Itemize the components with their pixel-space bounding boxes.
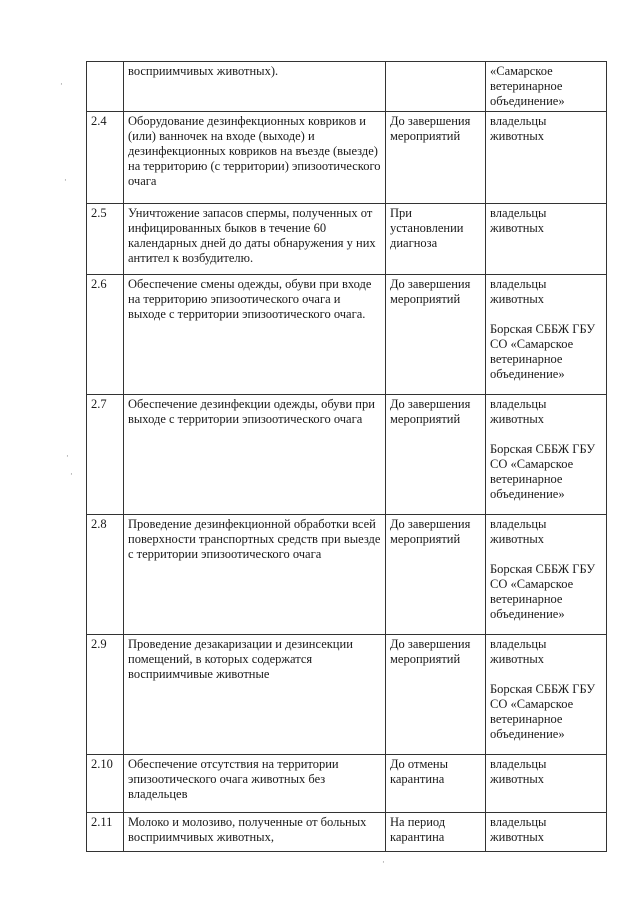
table-row bbox=[87, 112, 607, 204]
table-row bbox=[87, 204, 607, 275]
row-number: 2.9 bbox=[87, 635, 124, 755]
responsible-party: владельцы животных bbox=[490, 637, 547, 666]
scan-speck: · bbox=[382, 858, 385, 868]
responsible-party: Борская СББЖ ГБУ СО «Самарское ветеринарное объединение» bbox=[490, 442, 596, 501]
measures-table bbox=[86, 61, 607, 852]
row-term: До завершения мероприятий bbox=[386, 515, 486, 635]
row-number: 2.4 bbox=[87, 112, 124, 204]
row-term: До отмены карантина bbox=[386, 755, 486, 813]
row-action: Молоко и молозиво, полученные от больных восприимчивых животных, bbox=[124, 813, 386, 852]
scan-speck: · bbox=[70, 470, 73, 480]
scan-speck: · bbox=[60, 80, 63, 90]
responsible-party: Борская СББЖ ГБУ СО «Самарское ветеринарное объединение» bbox=[490, 682, 596, 741]
row-action: Уничтожение запасов спермы, полученных от инфицированных быков в течение 60 календарных дней до даты обнаружения у них антител к возбудителю. bbox=[124, 204, 386, 275]
row-responsible bbox=[486, 813, 607, 852]
responsible-party: владельцы животных bbox=[490, 114, 547, 143]
row-responsible bbox=[486, 635, 607, 755]
row-term bbox=[386, 62, 486, 112]
table-row bbox=[87, 755, 607, 813]
row-action: Обеспечение дезинфекции одежды, обуви при выходе с территории эпизоотического очага bbox=[124, 395, 386, 515]
responsible-party: «Самарское ветеринарное объединение» bbox=[490, 64, 565, 108]
row-action: Обеспечение отсутствия на территории эпизоотического очага животных без владельцев bbox=[124, 755, 386, 813]
row-action: Обеспечение смены одежды, обуви при входе на территорию эпизоотического очага и выходе с территории эпизоотического очага. bbox=[124, 275, 386, 395]
row-action: Проведение дезакаризации и дезинсекции помещений, в которых содержатся восприимчивые животные bbox=[124, 635, 386, 755]
row-term: До завершения мероприятий bbox=[386, 112, 486, 204]
row-responsible bbox=[486, 62, 607, 112]
row-number: 2.6 bbox=[87, 275, 124, 395]
table-row bbox=[87, 635, 607, 755]
row-responsible bbox=[486, 204, 607, 275]
responsible-party: владельцы животных bbox=[490, 517, 547, 546]
responsible-party: Борская СББЖ ГБУ СО «Самарское ветеринарное объединение» bbox=[490, 562, 596, 621]
row-responsible bbox=[486, 112, 607, 204]
row-number: 2.5 bbox=[87, 204, 124, 275]
row-term: До завершения мероприятий bbox=[386, 635, 486, 755]
row-number bbox=[87, 62, 124, 112]
row-term: При установлении диагноза bbox=[386, 204, 486, 275]
table-row bbox=[87, 62, 607, 112]
row-action: восприимчивых животных). bbox=[124, 62, 386, 112]
row-number: 2.8 bbox=[87, 515, 124, 635]
row-action: Оборудование дезинфекционных ковриков и (или) ванночек на входе (выходе) и дезинфекционных ковриков на въезде (выезде) на территорию (с территории) эпизоотического очага bbox=[124, 112, 386, 204]
scan-speck: · bbox=[64, 176, 67, 186]
responsible-party: владельцы животных bbox=[490, 206, 547, 235]
row-responsible bbox=[486, 275, 607, 395]
row-action: Проведение дезинфекционной обработки всей поверхности транспортных средств при выезде с территории эпизоотического очага bbox=[124, 515, 386, 635]
table-row bbox=[87, 275, 607, 395]
responsible-party: владельцы животных bbox=[490, 815, 547, 844]
measures-table-body bbox=[87, 62, 607, 852]
row-responsible bbox=[486, 755, 607, 813]
row-term: На период карантина bbox=[386, 813, 486, 852]
table-row bbox=[87, 395, 607, 515]
table-row bbox=[87, 515, 607, 635]
row-responsible bbox=[486, 395, 607, 515]
responsible-party: владельцы животных bbox=[490, 397, 547, 426]
row-number: 2.11 bbox=[87, 813, 124, 852]
row-number: 2.10 bbox=[87, 755, 124, 813]
row-number: 2.7 bbox=[87, 395, 124, 515]
row-term: До завершения мероприятий bbox=[386, 275, 486, 395]
responsible-party: владельцы животных bbox=[490, 277, 547, 306]
row-term: До завершения мероприятий bbox=[386, 395, 486, 515]
responsible-party: владельцы животных bbox=[490, 757, 547, 786]
table-row bbox=[87, 813, 607, 852]
responsible-party: Борская СББЖ ГБУ СО «Самарское ветеринарное объединение» bbox=[490, 322, 596, 381]
scan-speck: · bbox=[66, 452, 69, 462]
row-responsible bbox=[486, 515, 607, 635]
